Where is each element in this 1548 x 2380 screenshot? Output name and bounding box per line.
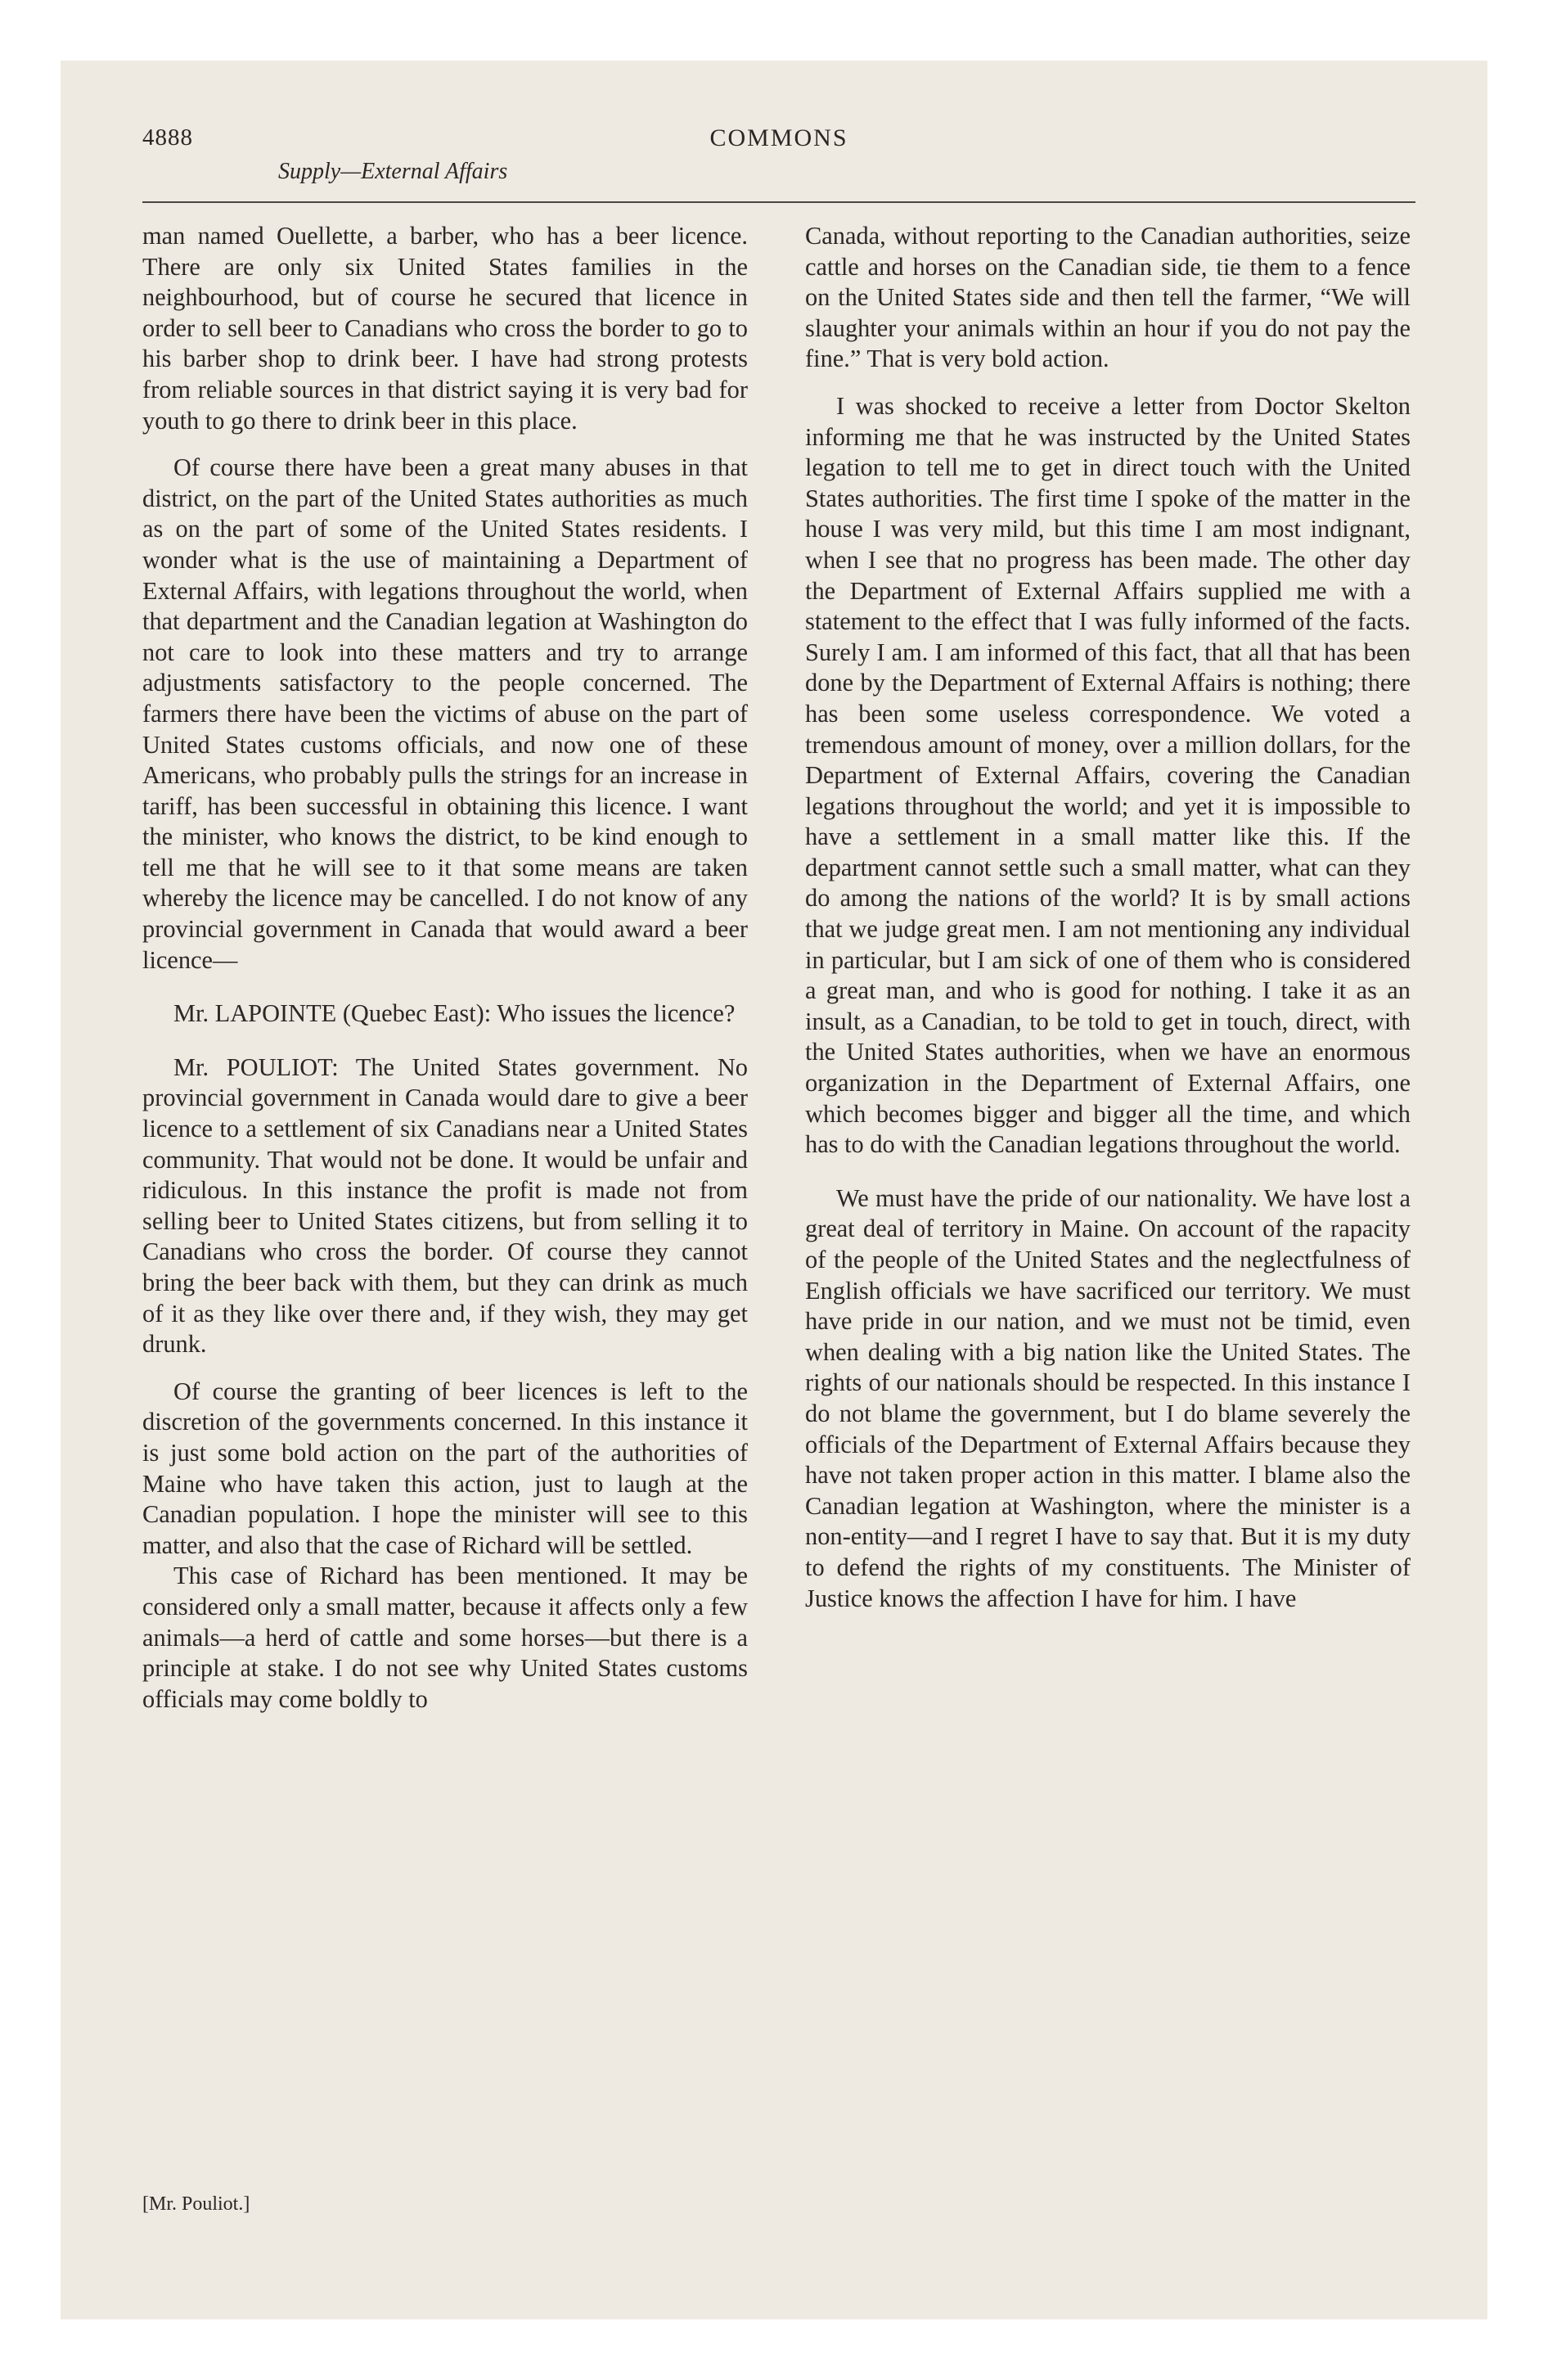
interjection-lapointe: Mr. LAPOINTE (Quebec East): Who issues the licence? <box>173 999 736 1028</box>
header-rule <box>142 201 1415 203</box>
paragraph: man named Ouellette, a barber, who has a beer licence. There are only six United States families in the neighbourhood, but of course he secured that licence in order to sell beer to Canadians who cross the border to go to his barber shop to drink beer. I have had strong protests from reliable sources in that district saying it is very bad for youth to go there to drink beer in this place. <box>142 222 748 435</box>
paragraph: Canada, without reporting to the Canadian authorities, seize cattle and horses on the Canadian side, tie them to a fence on the United States side and then tell the farmer, “We will slaughter your animals within an hour if you do not pay the fine.” That is very bold action. <box>805 222 1411 373</box>
paragraph: Of course the granting of beer licences is left to the discretion of the governments concerned. In this instance it is just some bold action on the part of the authorities of Maine who have taken this action, just to laugh at the Canadian population. I hope the minister will see to this matter, and also that the case of Richard will be settled. <box>142 1377 748 1559</box>
paragraph: We must have the pride of our nationality. We have lost a great deal of territory in Maine. On account of the rapacity of the people of the United States and the neglectfulness of English officials we have sacrificed our territory. We must have pride in our nation, and we must not be timid, even when dealing with a big nation like the United States. The rights of our nationals should be respected. In this instance I do not blame the government, but I do blame severely the officials of the Department of External Affairs because they have not taken proper action in this matter. I blame also the Canadian legation at Washington, where the minister is a non-entity—and I regret I have to say that. But it is my duty to defend the rights of my constituents. The Minister of Justice knows the affection I have for him. I have <box>805 1183 1411 1612</box>
paragraph: This case of Richard has been mentioned. It may be considered only a small matter, because it affects only a few animals—a herd of cattle and some horses—but there is a principle at stake. I do not see why United States customs officials may come boldly to <box>142 1562 748 1713</box>
paragraph: Of course there have been a great many abuses in that district, on the part of the United States authorities as much as on the part of some of the United States residents. I wonder what is the use of maintaining a Department of External Affairs, with legations throughout the world, when that department and the Canadian legation at Washington do not care to look into these matters and try to arrange adjustments satisfactory to the people concerned. The farmers there have been the victims of abuse on the part of United States customs officials, and now one of these Americans, who probably pulls the strings for an increase in tariff, has been successful in obtaining this licence. I want the minister, who knows the district, to be kind enough to tell me that he will see to it that some means are taken whereby the licence may be cancelled. I do not know of any provincial government in Canada that would award a beer licence— <box>142 453 748 974</box>
speech-pouliot: Mr. POULIOT: The United States government. No provincial government in Canada would dare to give a beer licence to a settlement of six Canadians near a United States community. That would not be done. It would be unfair and ridiculous. In this instance the profit is made not from selling beer to United States citizens, but from selling it to Canadians who cross the border. Of course they cannot bring the beer back with them, but they can drink as much of it as they like over there and, if they wish, they may get drunk. <box>142 1053 748 1359</box>
left-column <box>142 221 748 1715</box>
page-header <box>142 124 1415 206</box>
page-number: 4888 <box>142 124 193 151</box>
paragraph: I was shocked to receive a letter from Doctor Skelton informing me that he was instructed by the United States legation to tell me to get in direct touch with the United States authorities. The first time I spoke of the matter in the house I was very mild, but this time I am most indignant, when I see that no progress has been made. The other day the Department of External Affairs supplied me with a statement to the effect that I was fully informed of the facts. Surely I am. I am informed of this fact, that all that has been done by the Department of External Affairs is nothing; there has been some useless correspondence. We voted a tremendous amount of money, over a million dollars, for the Department of External Affairs, covering the Canadian legations throughout the world; and yet it is impossible to have a settlement in a small matter like this. If the department cannot settle such a small matter, what can they do among the nations of the world? It is by small actions that we judge great men. I am not mentioning any individual in particular, but I am sick of one of them who is considered a great man, and who is good for nothing. I take it as an insult, as a Canadian, to be told to get in touch, direct, with the United States authorities, when we have an enormous organization in the Department of External Affairs, one which becomes bigger and bigger all the time, and which has to do with the Canadian legations throughout the world. <box>805 391 1411 1159</box>
chamber-title: COMMONS <box>709 124 848 151</box>
right-column <box>805 221 1411 1614</box>
speaker-footnote: [Mr. Pouliot.] <box>142 2193 250 2215</box>
subject-heading: Supply—External Affairs <box>278 159 508 184</box>
hansard-page <box>61 61 1487 2319</box>
